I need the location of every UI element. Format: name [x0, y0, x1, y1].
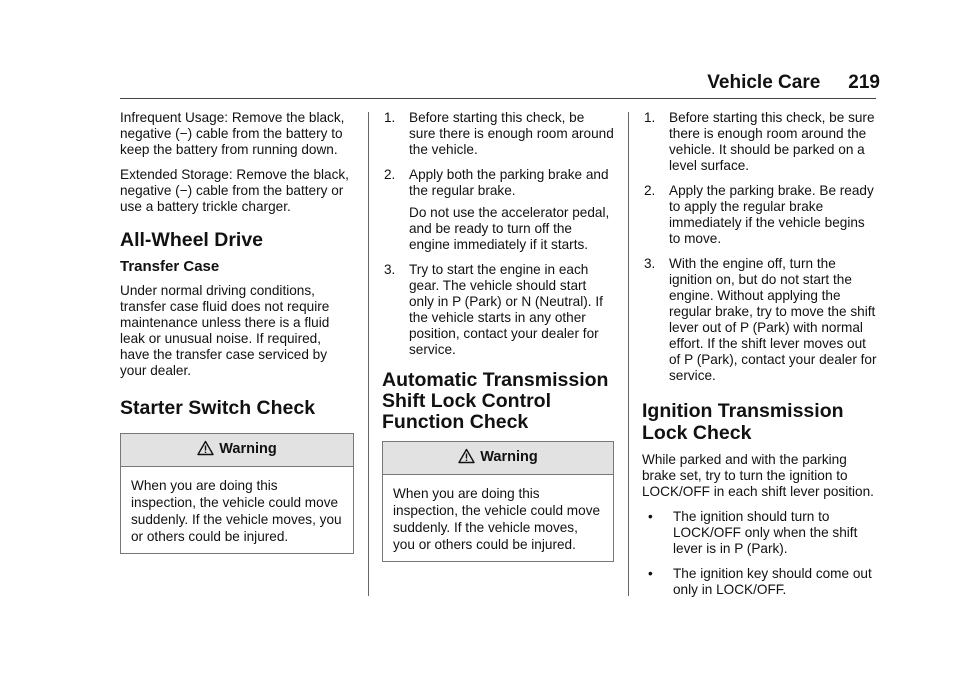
bullet: •	[648, 566, 653, 581]
bullet: •	[648, 509, 653, 524]
ignition-lock-heading: Ignition Transmission Lock Check	[642, 400, 844, 444]
warning-header	[121, 434, 353, 467]
step-subtext: Do not use the accelerator pedal, and be ready to turn off the engine immediately if it starts.	[409, 205, 610, 252]
step-number: 1.	[644, 110, 656, 125]
starter-switch-heading: Starter Switch Check	[120, 397, 316, 419]
step-text: Apply both the parking brake and the regular brake.	[409, 167, 609, 198]
page-header	[690, 72, 880, 94]
transfer-case-heading: Transfer Case	[120, 258, 220, 275]
column-divider	[628, 112, 629, 596]
list-item	[642, 256, 878, 384]
step-number: 3.	[384, 262, 396, 277]
step-number: 3.	[644, 256, 656, 271]
column-divider	[368, 112, 369, 596]
warning-text: When you are doing this inspection, the vehicle could move suddenly. If the vehicle moves, you or others could be injured.	[393, 486, 601, 552]
extended-storage-paragraph: Extended Storage: Remove the black, negative (−) cable from the battery or use a battery trickle charger.	[120, 167, 349, 214]
warning-text: When you are doing this inspection, the vehicle could move suddenly. If the vehicle moves, you or others could be injured.	[131, 478, 342, 544]
warning-label: Warning	[219, 441, 277, 457]
step-text: With the engine off, turn the ignition on, but do not start the engine. Without applying the regular brake, try to move the shift lever out of P (Park) with normal effort. If the shift lever moves out of P (Park), contact your dealer for service.	[669, 256, 877, 383]
step-text: Before starting this check, be sure there is enough room around the vehicle. It should be parked on a level surface.	[669, 110, 875, 173]
column-1	[120, 110, 354, 554]
warning-label: Warning	[480, 449, 538, 465]
list-item	[642, 183, 878, 247]
shift-lock-heading: Automatic Transmission Shift Lock Control Function Check	[382, 369, 609, 433]
step-number: 2.	[644, 183, 656, 198]
ignition-intro-paragraph: While parked and with the parking brake set, try to turn the ignition to LOCK/OFF in each shift lever position.	[642, 452, 874, 499]
column-2	[382, 110, 614, 562]
section-title: Vehicle Care	[707, 72, 821, 93]
step-text: Before starting this check, be sure there is enough room around the vehicle.	[409, 110, 614, 157]
list-item	[642, 509, 878, 557]
step-number: 1.	[384, 110, 396, 125]
list-item	[382, 167, 614, 253]
list-item	[642, 566, 878, 598]
warning-box	[120, 433, 354, 554]
list-item	[382, 110, 614, 158]
step-text: Apply the parking brake. Be ready to apply the regular brake immediately if the vehicle begins to move.	[669, 183, 874, 246]
transfer-case-paragraph: Under normal driving conditions, transfer case fluid does not require maintenance unless there is a fluid leak or unusual noise. If required, have the transfer case serviced by your dealer.	[120, 283, 330, 378]
column-3	[642, 110, 878, 607]
warning-box	[382, 441, 614, 562]
list-item	[382, 262, 614, 358]
warning-triangle-icon	[197, 440, 214, 460]
infrequent-usage-paragraph: Infrequent Usage: Remove the black, negative (−) cable from the battery to keep the battery from running down.	[120, 110, 345, 157]
header-rule	[120, 98, 876, 99]
warning-header	[383, 442, 613, 475]
awd-heading: All-Wheel Drive	[120, 229, 264, 251]
bullet-text: The ignition should turn to LOCK/OFF only when the shift lever is in P (Park).	[673, 509, 858, 556]
list-item	[642, 110, 878, 174]
step-text: Try to start the engine in each gear. The vehicle should start only in P (Park) or N (Neutral). If the vehicle starts in any other position, contact your dealer for service.	[409, 262, 603, 357]
warning-triangle-icon	[458, 448, 475, 468]
step-number: 2.	[384, 167, 396, 182]
page-number: 219	[848, 72, 880, 93]
bullet-text: The ignition key should come out only in LOCK/OFF.	[673, 566, 872, 597]
